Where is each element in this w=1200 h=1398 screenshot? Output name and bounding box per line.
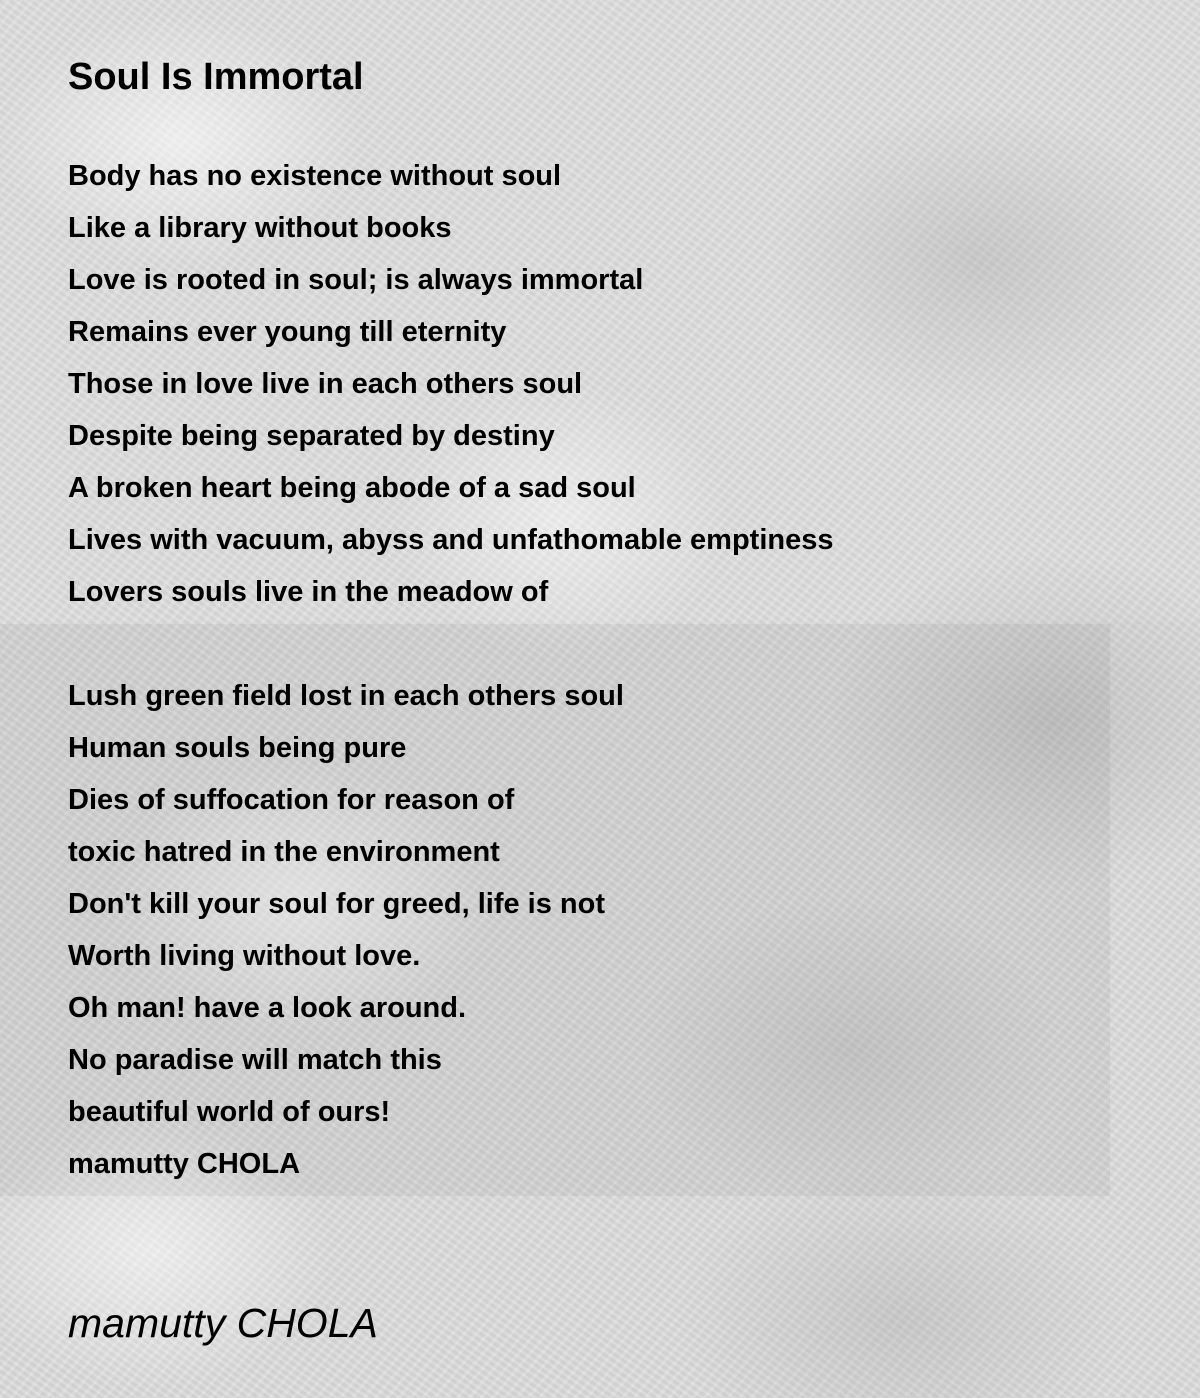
poem-line: toxic hatred in the environment bbox=[68, 836, 500, 868]
poem-line: Lush green field lost in each others soul bbox=[68, 680, 624, 712]
poem-line: Lovers souls live in the meadow of bbox=[68, 576, 549, 608]
poem-line: Human souls being pure bbox=[68, 732, 407, 764]
poem-line: Those in love live in each others soul bbox=[68, 368, 583, 400]
poem-line: Despite being separated by destiny bbox=[68, 420, 555, 452]
poem-line: Dies of suffocation for reason of bbox=[68, 784, 515, 816]
poem-line: beautiful world of ours! bbox=[68, 1096, 391, 1128]
poem-line: Oh man! have a look around. bbox=[68, 992, 467, 1024]
poem-line: Like a library without books bbox=[68, 212, 452, 244]
poem-line: Body has no existence without soul bbox=[68, 160, 562, 192]
poem-line: No paradise will match this bbox=[68, 1044, 442, 1076]
poem-line: Lives with vacuum, abyss and unfathomable emptiness bbox=[68, 524, 834, 556]
poem-line: Remains ever young till eternity bbox=[68, 316, 507, 348]
poem-line: Love is rooted in soul; is always immortal bbox=[68, 264, 644, 296]
poem-author: mamutty CHOLA bbox=[68, 1300, 378, 1346]
poem-body bbox=[68, 150, 833, 1190]
poem-line: A broken heart being abode of a sad soul bbox=[68, 472, 636, 504]
poem-line: mamutty CHOLA bbox=[68, 1148, 301, 1180]
poem-title: Soul Is Immortal bbox=[68, 56, 364, 98]
poem-line: Don't kill your soul for greed, life is not bbox=[68, 888, 605, 920]
poem-line: Worth living without love. bbox=[68, 940, 421, 972]
stanza-break bbox=[68, 618, 833, 670]
